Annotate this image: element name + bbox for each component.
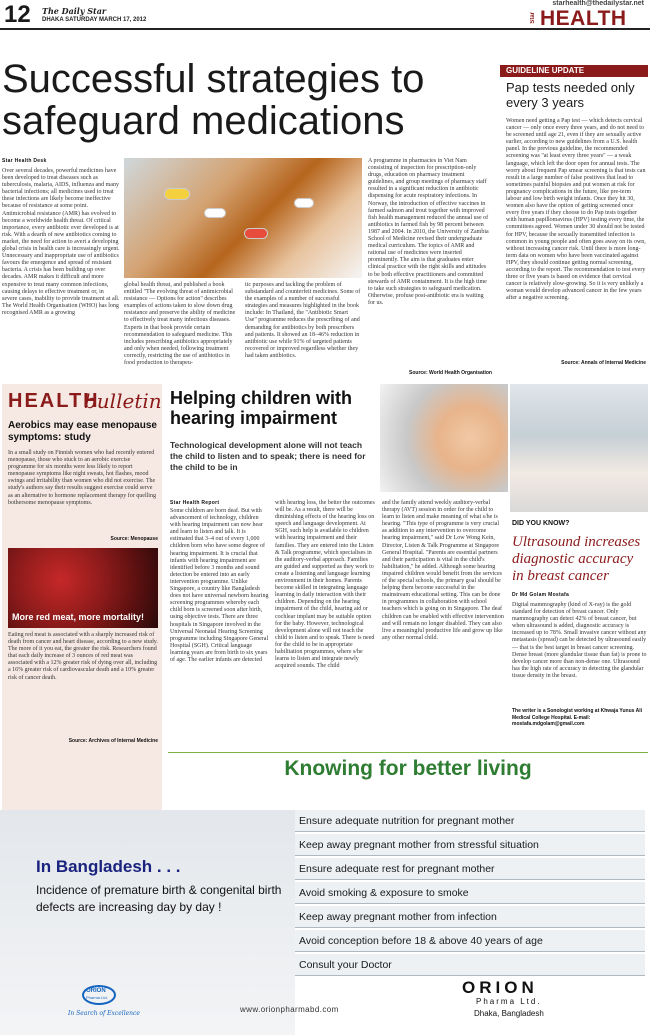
pill-icon bbox=[294, 198, 314, 208]
ad-advice-item: Ensure adequate nutrition for pregnant mother bbox=[295, 810, 645, 832]
guideline-label: GUIDELINE UPDATE bbox=[500, 65, 648, 77]
section-title: HEALTH bbox=[540, 7, 627, 30]
ultrasound-byline: Dr Md Golam Mostafa bbox=[512, 592, 570, 598]
bulletin-word: bulletin bbox=[84, 389, 162, 413]
ad-incidence-text: Incidence of premature birth & congenital birth defects are increasing day by day ! bbox=[36, 883, 282, 914]
ad-slogan: Knowing for better living bbox=[284, 757, 532, 780]
guideline-text: Women need getting a Pap test — which detects cervical cancer — only once every three years, and do not need to be screened until age 21, even if they are sexually active earlier, according to new guidelines from a U.S. health panel. In the previous guideline, the recommended screening was "at least every three years" — a weak language, which left the door open for annual tests. The worry about frequent Pap smear screening is that tests can result in a large number of false positives that lead to sometimes painful biopsies and put women at risk for pregnancy complications in the future, like pre-term labour and low birth weight infants. Once they hit 30, women also have the option of getting screened once every five years if they choose to do Pap tests together with human papillomavirus (HPV) testing every time, the committees agreed. Women under 30 should not be tested for HPV, because the sexually transmitted infection is common in young people and often goes away on its own, without increasing cancer risk. Until there is more long-term data on women who have been vaccinated against HPV, they should continue getting normal screening, according to the report. The recommendation to test every three or five years is based on evidence that cervical cancer is relatively slow-growing. So it is very unlikely a woman would develop advanced cancer in the few years after a negative screening. bbox=[506, 118, 646, 302]
medication-photo bbox=[124, 158, 362, 278]
hearing-column-1: Some children are born deaf. But with advancement of technology, children with hearing impairment can now hear and learn to listen and talk. It is estimated that 3–4 out of every 1,000 children born who have some degree of hearing impairment. It is crucial that infants with hearing impairment are identified before 3 months and sound detection be entered into an early intervention programme. Unlike Singapore, a country like Bangladesh does not have universal newborn hearing screening programmes whereby each child born is screened soon after birth, using objective tests. There are three hospitals in Singapore involved in the Universal Neonatal Hearing Screening programme including Singapore General Hospital (SGH). Critical language learning years are from birth to six years of age. The earlier infants are detected bbox=[170, 508, 269, 663]
header-email[interactable]: starhealth@thedailystar.net bbox=[552, 0, 644, 7]
red-meat-caption: More red meat, more mortality! bbox=[12, 612, 145, 622]
pill-icon bbox=[204, 208, 226, 218]
ultrasound-photo bbox=[510, 384, 648, 512]
orion-brand-name: ORION bbox=[462, 978, 538, 997]
ultrasound-text: Digital mammography (kind of X-ray) is the gold standard for detection of breast cancer. Only mammography can detect 42% of breast cancer, but when ultrasound is added, diagnostic accuracy is increased up to 78%. Small invasive cancer without any metastasis (spread) can be detected by ultrasound easily — that is the best target in breast cancer screening. Dense breast (more glandular tissue than fat) is prone to develop cancer more than non-dense one. Ultrasound has the high rate of accuracy in detecting the glandular tissue density in the breast. bbox=[512, 602, 647, 679]
bulletin-heading-aerobics: Aerobics may ease menopause symptoms: study bbox=[8, 420, 157, 443]
did-you-know-kicker: DID YOU KNOW? bbox=[512, 520, 570, 527]
pill-icon bbox=[164, 188, 190, 200]
section-star-label: Star bbox=[530, 12, 536, 24]
main-headline: Successful strategies to safeguard medications bbox=[2, 57, 425, 143]
orion-logo-subtext: Pharma Ltd. bbox=[86, 995, 108, 1000]
ad-advice-item: Ensure adequate rest for pregnant mother bbox=[295, 858, 645, 880]
page-number: 12 bbox=[4, 1, 31, 28]
ultrasound-author-note: The writer is a Sonologist working at Khwaja Yunus Ali Medical College Hospital. E-mail: mostafa.mdgolam@gmail.com bbox=[512, 708, 643, 727]
paper-name: The Daily Star bbox=[42, 6, 107, 16]
bulletin-text-red-meat: Eating red meat is associated with a sharply increased risk of death from cancer and heart disease, according to a new study. The more of it you eat, the greater the risk. Researchers found that each daily increase of 3 ounces of red meat was associated with a 12% greater risk of dying over all, including a 16% greater risk of cardiovascular death and a 10% greater risk of cancer death. bbox=[8, 632, 158, 681]
hearing-headline: Helping children with hearing impairment bbox=[170, 388, 353, 428]
main-source: Source: World Health Organisation bbox=[409, 370, 492, 376]
ad-advice-item: Keep away pregnant mother from stressful situation bbox=[295, 834, 645, 856]
ad-heading: In Bangladesh . . . bbox=[36, 857, 181, 876]
bulletin-source-red-meat: Source: Archives of Internal Medicine bbox=[68, 738, 158, 744]
ad-left-panel bbox=[0, 810, 295, 1035]
orion-logo-text: ORION bbox=[86, 988, 106, 994]
orion-brand-city: Dhaka, Bangladesh bbox=[474, 1009, 544, 1018]
bulletin-source-aerobics: Source: Menopause bbox=[110, 536, 158, 542]
main-byline: Star Health Desk bbox=[2, 158, 47, 164]
child-ear-photo bbox=[380, 384, 508, 492]
ad-website-link[interactable]: www.orionpharmabd.com bbox=[240, 1005, 339, 1014]
guideline-source: Source: Annals of Internal Medicine bbox=[561, 360, 646, 366]
pill-icon bbox=[244, 228, 268, 239]
ad-advice-item: Avoid conception before 18 & above 40 years of age bbox=[295, 930, 645, 952]
ad-advice-item: Keep away pregnant mother from infection bbox=[295, 906, 645, 928]
orion-brand-sub: Pharma Ltd. bbox=[476, 997, 542, 1006]
guideline-title: Pap tests needed only every 3 years bbox=[506, 80, 635, 110]
orion-tagline: In Search of Excellence bbox=[68, 1010, 140, 1017]
bulletin-health-word: HEALTH bbox=[8, 390, 100, 412]
main-article-column-3: tic purposes and tackling the problem of substandard and counterfeit medicines. Some of the examples of a number of successful strategies and measures highlighted in the book include: In Thailand, the "Antibiotic Smart Use" programme reduces the prescribing of and demanding for antibiotics by both prescribers and patients. It showed an 18–46% reduction in antibiotic use while 91% of targeted patients recovered or improved regardless whether they had taken antibiotics. bbox=[245, 282, 361, 359]
paper-date: DHAKA SATURDAY MARCH 17, 2012 bbox=[42, 17, 147, 23]
main-article-column-1: Over several decades, powerful medicines have been developed to treat diseases such as tuberculosis, malaria, AIDS, influenza and many bacterial infections; all medicines used to treat these infections are likely become ineffective because of resistance at some point. Antimicrobial resistance (AMR) has evolved to become a worldwide health threat. Of critical importance, every antibiotic ever developed is at risk. With a dearth of new antibiotics coming to market, the need for action to avert a developing global crisis in health care is increasingly urgent. Unnecessary and inappropriate use of antibiotics favours the emergence and spread of resistant bacteria. A crisis has been building up over decades. AMR makes it difficult and more expensive to treat many common infections, causing delays to effective treatment or, in severe cases, inability to provide treatment at all. The World Health Organisation (WHO) has long recognised AMR as a growing bbox=[2, 168, 120, 316]
hearing-column-2: with hearing loss, the better the outcomes will be. As a result, there will be diminishing effects of the hearing loss on speech and language development. At SGH, such help is available to children with hearing impairment and their families. They are entered into the Listen & Talk programme, which specialises in the auditory-verbal approach. Families are guided and supported as they work to create a listening and language learning environment in their homes. Parents become skilled in integrating language learning in daily interaction with their children. Depending on the hearing impairment of the child, hearing aid or cochlear implant may be suitable option for the baby. However, technological development alone will not teach the child to listen and to speak. There is need for the child to be in appropriate habilitation programmes, where s/he learns to listen and integrate newly acquired sounds. The child bbox=[275, 500, 375, 670]
hearing-byline: Star Health Report bbox=[170, 500, 220, 506]
main-article-column-4: A programme in pharmacies in Viet Nam consisting of inspection for prescription-only drugs, education on pharmacy treatment guidelines, and group meetings of pharmacy staff resulted in a significant reduction in antibiotic dispensing for acute respiratory infections. In Norway, the introduction of effective vaccines in farmed salmon and trout together with improved fish health management reduced the annual use of antibiotics in farmed fish by 98 percent between 1987 and 2004. In 2010, the University of Zambia School of Medicine revised their undergraduate medical curriculum. The topics of AMR and rational use of medicines were inserted prominently. The aim is that graduates enter clinical practice with the right skills and attitudes to be both effective practitioners and committed stewards of AMR containment. It is the high time to take such strategies to safeguard medication. Otherwise, profuse post-antibiotic era is waiting for us. bbox=[368, 158, 489, 306]
ad-advice-item: Avoid smoking & exposure to smoke bbox=[295, 882, 645, 904]
bulletin-text-aerobics: In a small study on Finnish women who had recently entered menopause, those who stuck to an aerobic exercise programme for six months were less likely to report menopause symptoms like night sweats, hot flashes, mood swings and irritability than women who did not exercise. The study's authors say their results suggest exercise could serve as an alternative to hormone replacement therapy for quelling bothersome menopause symptoms. bbox=[8, 450, 156, 506]
main-article-column-2: global health threat, and published a book entitled "The evolving threat of antimicrobial resistance — Options for action" describes examples of actions taken to slow down drug resistance and preserve the ability of medicine to effectively treat many infectious diseases. Experts in that book provide certain recommendation to safeguard medicine. This includes prescribing antibiotics appropriately and only when needed, following treatment correctly, restricting the use of antibiotics in food production to therapeu- bbox=[124, 282, 236, 367]
hearing-deck: Technological development alone will not teach the child to listen and to speak; there is need for the child to be in bbox=[170, 440, 366, 472]
ultrasound-title: Ultrasound increases diagnostic accuracy in breast cancer bbox=[512, 534, 641, 584]
ad-advice-item: Consult your Doctor bbox=[295, 954, 645, 976]
ad-advice-list bbox=[295, 810, 645, 978]
hearing-column-3: and the family attend weekly auditory-verbal therapy (AVT) session in order for the child to learn to listen and make meaning of what s/he is hearing. "This type of programme is very crucial as addition to any intervention to overcome hearing impairment," said Dr Low Wong Kein, Director, Listen & Talk Programme at Singapore General Hospital. "Parents are essential partners and their participation is vital in the child's habilitation," he added. Although some hearing impaired children would benefit from the services of the special schools, the primary goal should be helping them become successful in the mainstream educational setting. This can be done in programmes in collaboration with school teachers which is going on in Singapore. The deaf children can be enabled with effective intervention and will remain no longer disabled. They can also live a meaningful productive life and grow up like any other normal child. bbox=[382, 500, 504, 641]
